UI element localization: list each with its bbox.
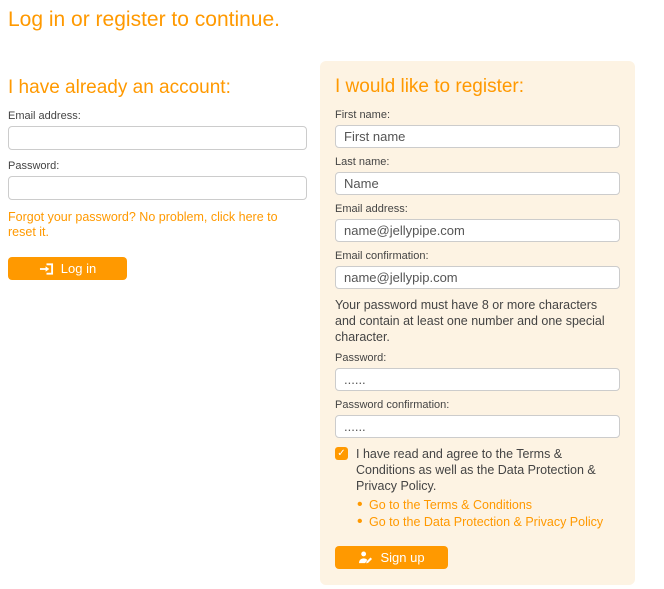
- login-heading: I have already an account:: [8, 77, 231, 98]
- login-password-field: [8, 160, 307, 200]
- register-section: [320, 61, 635, 585]
- register-email-input[interactable]: [335, 219, 620, 242]
- list-item: [357, 514, 620, 530]
- login-button-label: Log in: [60, 261, 97, 276]
- terms-conditions-link[interactable]: Go to the Terms & Conditions: [369, 498, 533, 512]
- register-email-label: Email address:: [335, 203, 408, 215]
- user-add-icon: [358, 551, 373, 564]
- terms-agreement-row: [335, 446, 620, 494]
- login-email-label: Email address:: [8, 110, 81, 122]
- terms-links-list: [357, 497, 620, 530]
- password-confirmation-input[interactable]: [335, 415, 620, 438]
- email-confirmation-input[interactable]: [335, 266, 620, 289]
- login-email-input[interactable]: [8, 126, 307, 150]
- login-password-label: Password:: [8, 160, 60, 172]
- login-password-input[interactable]: [8, 176, 307, 200]
- login-email-field: [8, 110, 307, 150]
- register-email-field: [335, 203, 620, 242]
- forgot-password-link[interactable]: Forgot your password? No problem, click here to reset it.: [8, 210, 278, 239]
- email-confirmation-label: Email confirmation:: [335, 250, 429, 262]
- privacy-policy-link[interactable]: Go to the Data Protection & Privacy Policy: [369, 515, 604, 529]
- sign-in-icon: [39, 262, 54, 276]
- register-heading: I would like to register:: [335, 76, 525, 97]
- last-name-field: [335, 156, 620, 195]
- last-name-label: Last name:: [335, 156, 390, 168]
- signup-button[interactable]: [335, 546, 448, 569]
- first-name-label: First name:: [335, 109, 391, 121]
- page-title: Log in or register to continue.: [8, 8, 280, 31]
- first-name-input[interactable]: [335, 125, 620, 148]
- password-confirmation-label: Password confirmation:: [335, 399, 450, 411]
- first-name-field: [335, 109, 620, 148]
- list-item: [357, 497, 620, 513]
- password-confirmation-field: [335, 399, 620, 438]
- email-confirmation-field: [335, 250, 620, 289]
- terms-agreement-text: I have read and agree to the Terms & Conditions as well as the Data Protection & Privacy Policy.: [356, 447, 596, 493]
- login-section: [8, 61, 307, 281]
- password-requirements-note: Your password must have 8 or more characters and contain at least one number and one special character.: [335, 298, 605, 344]
- register-password-label: Password:: [335, 352, 387, 364]
- register-password-field: [335, 352, 620, 391]
- two-column-layout: [8, 61, 656, 585]
- last-name-input[interactable]: [335, 172, 620, 195]
- signup-button-label: Sign up: [380, 550, 425, 565]
- terms-checkbox[interactable]: ✓: [335, 447, 348, 460]
- register-password-input[interactable]: [335, 368, 620, 391]
- login-button[interactable]: [8, 257, 127, 280]
